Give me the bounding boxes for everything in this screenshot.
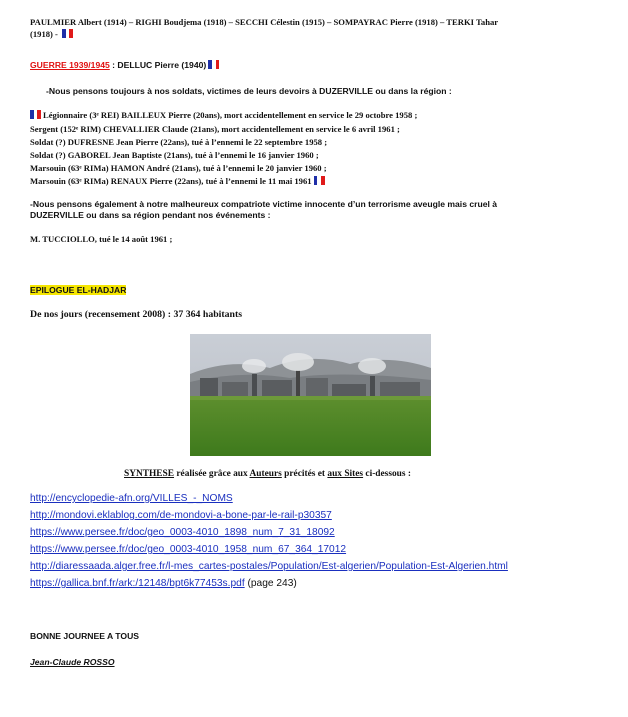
synthese-text: précités et bbox=[281, 469, 328, 479]
population-line: De nos jours (recensement 2008) : 37 364 habitants bbox=[30, 309, 243, 320]
source-link-row bbox=[30, 561, 508, 572]
source-link-row bbox=[30, 527, 335, 538]
source-link-row bbox=[30, 578, 297, 589]
soldier-row: Soldat (?) DUFRESNE Jean Pierre (22ans), tué à l’ennemi le 22 septembre 1958 ; bbox=[30, 137, 328, 147]
synthese-line bbox=[124, 469, 411, 479]
names-line-2 bbox=[30, 29, 75, 39]
names-line-1 bbox=[30, 17, 498, 27]
french-flag-icon bbox=[62, 29, 73, 38]
french-flag-icon bbox=[208, 60, 219, 69]
landscape-photo bbox=[190, 334, 431, 456]
guerre-text: : DELLUC Pierre (1940) bbox=[109, 60, 207, 70]
french-flag-icon bbox=[30, 110, 41, 119]
source-link[interactable]: https://gallica.bnf.fr/ark:/12148/bpt6k77453s.pdf bbox=[30, 578, 245, 589]
epilogue-text: EPILOGUE EL-HADJAR bbox=[30, 285, 127, 295]
source-link-row bbox=[30, 493, 233, 504]
synthese-text: ci-dessous : bbox=[363, 469, 411, 479]
soldier-text: Marsouin (63ᵉ RIMa) RENAUX Pierre (22ans), tué à l’ennemi le 11 mai 1961 bbox=[30, 176, 312, 186]
auteurs-word: Auteurs bbox=[249, 469, 282, 479]
epilogue-heading bbox=[30, 285, 126, 295]
guerre-label: GUERRE 1939/1945 bbox=[30, 60, 110, 70]
soldier-row bbox=[30, 176, 327, 186]
victim-line: M. TUCCIOLLO, tué le 14 août 1961 ; bbox=[30, 234, 173, 244]
sites-word: aux Sites bbox=[327, 469, 364, 479]
source-link[interactable]: http://diaressaada.alger.free.fr/l-mes_cartes-postales/Population/Est-algerien/Population-Est-Algerien.html bbox=[30, 561, 508, 572]
source-link-row bbox=[30, 510, 332, 521]
soldier-row: Soldat (?) GABOREL Jean Baptiste (21ans), tué à l’ennemi le 16 janvier 1960 ; bbox=[30, 150, 319, 160]
landscape-photo-drawing bbox=[190, 334, 431, 456]
source-link[interactable]: https://www.persee.fr/doc/geo_0003-4010_1958_num_67_364_17012 bbox=[30, 544, 347, 555]
soldiers-heading: -Nous pensons toujours à nos soldats, victimes de leurs devoirs à DUZERVILLE ou dans la région : bbox=[46, 86, 452, 96]
soldier-row: Sergent (152ᵉ RIM) CHEVALLIER Claude (21ans), mort accidentellement en service le 6 avril 1961 ; bbox=[30, 124, 400, 134]
synthese-word: SYNTHESE bbox=[124, 469, 175, 479]
source-link[interactable]: http://encyclopedie-afn.org/VILLES_-_NOMS bbox=[30, 493, 233, 504]
source-link[interactable]: https://www.persee.fr/doc/geo_0003-4010_1898_num_7_31_18092 bbox=[30, 527, 335, 538]
names-text: PAULMIER Albert (1914) – RIGHI Boudjema (1918) – SECCHI Célestin (1915) – SOMPAYRAC Pierre (1918) – TERKI Tahar bbox=[30, 17, 499, 27]
soldier-text: Légionnaire (3ᵉ REI) BAILLEUX Pierre (20ans), mort accidentellement en service le 29 octobre 1958 ; bbox=[43, 110, 418, 120]
soldier-row: Marsouin (63ᵉ RIMa) HAMON André (21ans), tué à l’ennemi le 20 janvier 1960 ; bbox=[30, 163, 327, 173]
victim-heading: -Nous pensons également à notre malheureux compatriote victime innocente d’un terrorisme aveugle mais cruel à bbox=[30, 199, 498, 209]
soldier-row bbox=[30, 110, 417, 120]
victim-heading-cont: DUZERVILLE ou dans sa région pendant nos événements : bbox=[30, 210, 271, 220]
synthese-text: réalisée grâce aux bbox=[174, 469, 250, 479]
guerre-line bbox=[30, 60, 221, 70]
french-flag-icon bbox=[314, 176, 325, 185]
author-name: Jean-Claude ROSSO bbox=[30, 657, 115, 667]
source-link[interactable]: http://mondovi.eklablog.com/de-mondovi-a-bone-par-le-rail-p30357 bbox=[30, 510, 332, 521]
source-link-row bbox=[30, 544, 346, 555]
page-reference: (page 243) bbox=[244, 578, 297, 589]
names-text-cont: (1918) - bbox=[30, 29, 61, 39]
author-signature bbox=[30, 657, 115, 667]
closing-line: BONNE JOURNEE A TOUS bbox=[30, 631, 140, 641]
